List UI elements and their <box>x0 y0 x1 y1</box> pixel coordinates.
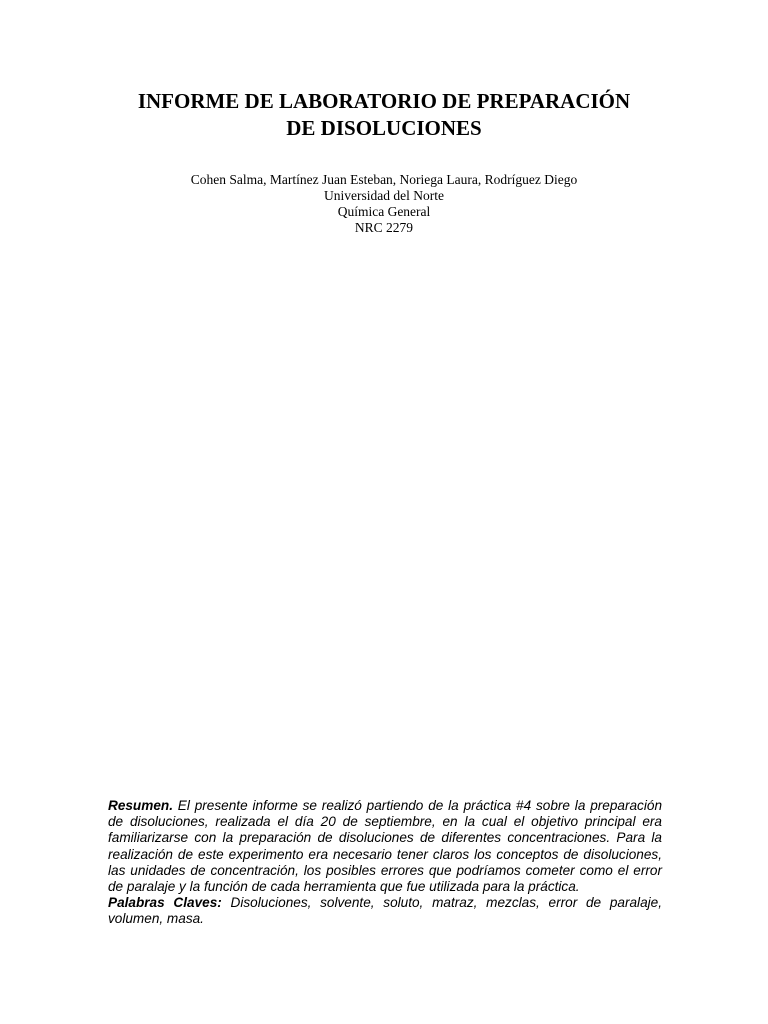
title-line-1: INFORME DE LABORATORIO DE PREPARACIÓN <box>137 89 631 113</box>
keywords-label: Palabras Claves: <box>108 895 222 911</box>
title-line-2: DE DISOLUCIONES <box>286 116 482 140</box>
keywords-text: Disoluciones, solvente, soluto, matraz, mezclas, error de paralaje, volumen, masa. <box>108 895 662 927</box>
author-block <box>0 172 768 236</box>
abstract-label: Resumen. <box>108 798 173 813</box>
keywords-paragraph <box>108 895 662 927</box>
abstract-section <box>108 798 662 928</box>
abstract-text: El presente informe se realizó partiendo de la práctica #4 sobre la preparación de disoluciones, realizada el día 20 de septiembre, en la cual el objetivo principal era familiarizarse con la preparación de disoluciones de diferentes concentraciones. Para la realización de este experimento era necesario tener claros los conceptos de disoluciones, las unidades de concentración, los posibles errores que podríamos cometer como el error de paralaje y la función de cada herramienta que fue utilizada para la práctica. <box>108 798 662 895</box>
document-title <box>0 88 768 142</box>
institution-name: Universidad del Norte <box>324 188 444 203</box>
author-names: Cohen Salma, Martínez Juan Esteban, Noriega Laura, Rodríguez Diego <box>190 172 578 187</box>
course-name: Química General <box>337 204 431 219</box>
course-code: NRC 2279 <box>354 220 414 235</box>
abstract-paragraph <box>108 798 662 895</box>
